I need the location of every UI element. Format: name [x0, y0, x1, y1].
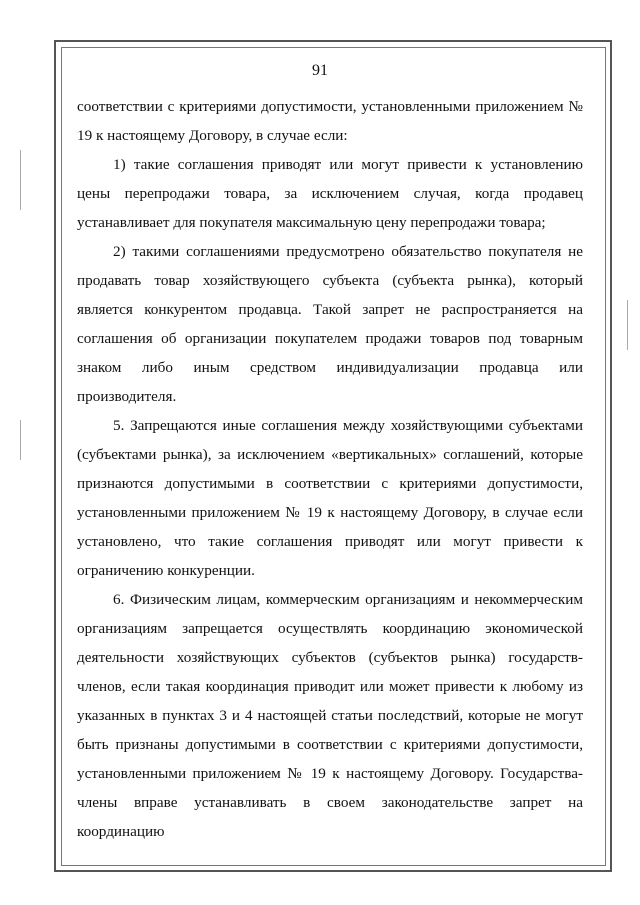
- paragraph-clause-5: 5. Запрещаются иные соглашения между хозяйствующими субъектами (субъектами рынка), за исключением «вертикальных» соглашений, которые признаются допустимыми в соответствии с критериями допустимости, установленными приложением № 19 к настоящему Договору, в случае если установлено, что такие соглашения приводят или могут привести к ограничению конкуренции.: [77, 417, 583, 579]
- paragraph-clause-6: 6. Физическим лицам, коммерческим организациям и некоммерческим организациям запрещается осуществлять координацию экономической деятельности хозяйствующих субъектов (субъектов рынка) государств-членов, если такая координация приводит или может привести к любому из указанных в пунктах 3 и 4 настоящей статьи последствий, которые не могут быть признаны допустимыми в соответствии с критериями допустимости, установленными приложением № 19 к настоящему Договору. Государства-члены вправе устанавливать в своем законодательстве запрет на координацию: [77, 591, 583, 840]
- paragraph-item-1: 1) такие соглашения приводят или могут привести к установлению цены перепродажи товара, за исключением случая, когда продавец устанавливает для покупателя максимальную цену перепродажи товара;: [77, 156, 583, 231]
- page-number: 91: [312, 62, 328, 79]
- body-text: [77, 92, 583, 846]
- paragraph-item-2: 2) такими соглашениями предусмотрено обязательство покупателя не продавать товар хозяйствующего субъекта (субъекта рынка), который является конкурентом продавца. Такой запрет не распространяется на соглашения об организации покупателем продажи товаров под товарным знаком либо иным средством индивидуализации продавца или производителя.: [77, 243, 583, 405]
- paragraph-continuation: соответствии с критериями допустимости, установленными приложением № 19 к настоящему Договору, в случае если:: [77, 98, 583, 144]
